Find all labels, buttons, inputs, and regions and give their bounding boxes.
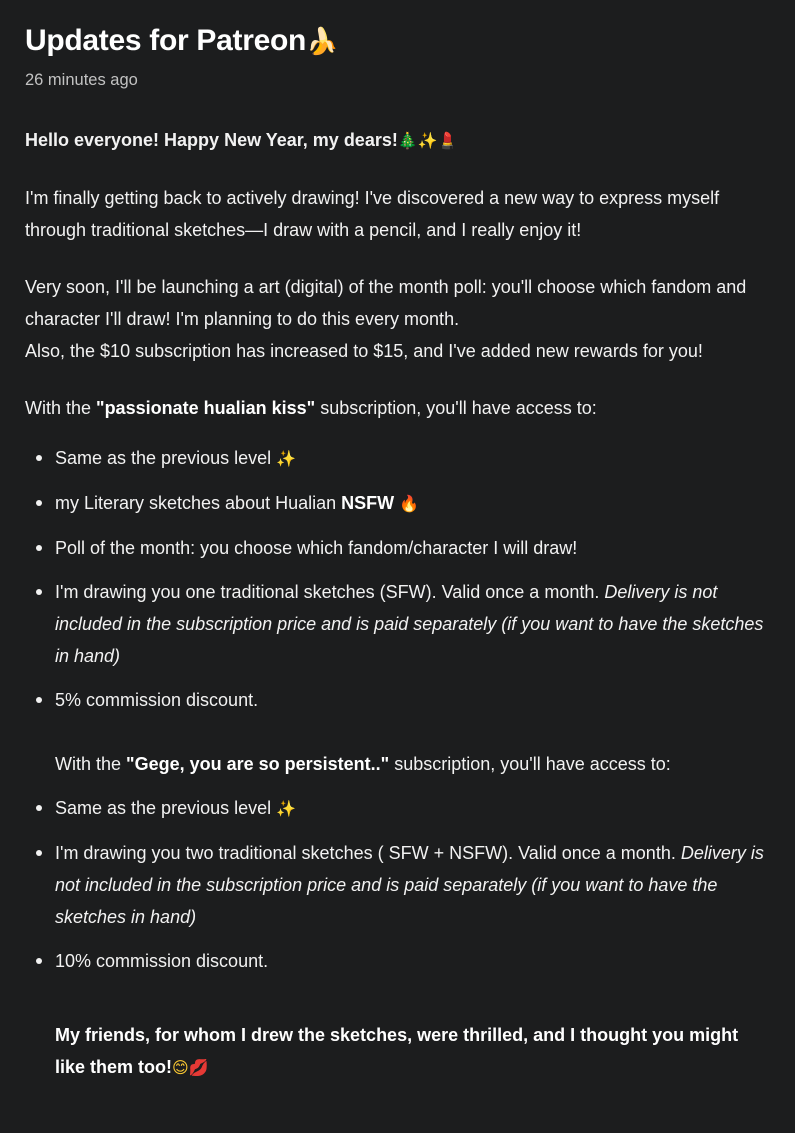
banana-icon: 🍌 <box>306 27 339 57</box>
tier1-intro: With the "passionate hualian kiss" subscription, you'll have access to: <box>25 398 597 418</box>
tier1-list <box>25 442 770 716</box>
tier1-name: "passionate hualian kiss" <box>96 398 316 418</box>
list-item: Same as the previous level ✨ <box>25 792 770 825</box>
post-title-text: Updates for Patreon <box>25 24 307 57</box>
lipstick-icon: 💄 <box>437 131 458 150</box>
tier2-intro: With the "Gege, you are so persistent.." subscription, you'll have access to: <box>55 754 671 774</box>
greeting: Hello everyone! Happy New Year, my dears!🎄✨💄 <box>25 130 458 150</box>
list-item: I'm drawing you two traditional sketches ( SFW + NSFW). Valid once a month. Delivery is not included in the subscription price and is paid separately (if you want to have the sketches in hand) <box>25 837 770 933</box>
list-item: Poll of the month: you choose which fandom/character I will draw! <box>25 532 770 564</box>
tier2-list <box>25 792 770 977</box>
list-item: my Literary sketches about Hualian NSFW 🔥 <box>25 487 770 520</box>
sparkles-icon: ✨ <box>276 449 297 468</box>
post-timestamp: 26 minutes ago <box>25 71 138 89</box>
post-body <box>25 124 770 1084</box>
tier2-name: "Gege, you are so persistent.." <box>126 754 390 774</box>
paragraph-poll: Very soon, I'll be launching a art (digital) of the month poll: you'll choose which fandom and character I'll draw! I'm planning to do this every month. Also, the $10 subscription has increased to $15, and I've added new rewards for you! <box>25 277 747 361</box>
sparkles-icon: ✨ <box>417 131 438 150</box>
fire-icon: 🔥 <box>399 494 420 513</box>
christmas-tree-icon: 🎄 <box>397 131 418 150</box>
list-item: 5% commission discount. <box>25 684 770 716</box>
sparkles-icon: ✨ <box>276 799 297 818</box>
kiss-lips-icon: 💋 <box>188 1058 209 1077</box>
post-title <box>25 24 338 58</box>
list-item: 10% commission discount. <box>25 945 770 977</box>
list-item: I'm drawing you one traditional sketches (SFW). Valid once a month. Delivery is not included in the subscription price and is paid separately (if you want to have the sketches in hand) <box>25 576 770 672</box>
paragraph-drawing: I'm finally getting back to actively drawing! I've discovered a new way to express myself through traditional sketches—I draw with a pencil, and I really enjoy it! <box>25 188 720 240</box>
smiling-face-icon: 😊 <box>172 1058 189 1077</box>
list-item: Same as the previous level ✨ <box>25 442 770 475</box>
closing-note: My friends, for whom I drew the sketches, were thrilled, and I thought you might like them too!😊💋 <box>55 1025 739 1077</box>
